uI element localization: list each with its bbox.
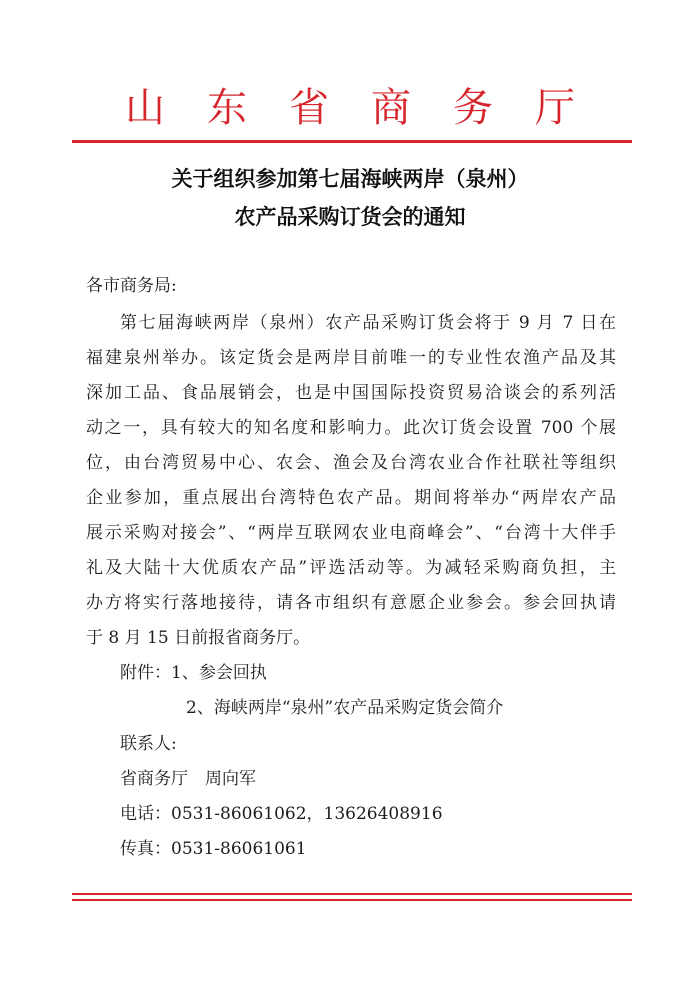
body-line: 动之一，具有较大的知名度和影响力。此次订货会设置 700 个展 [86, 418, 616, 438]
letterhead-org-name: 山东省商务厅 [125, 85, 617, 131]
body-line: 办方将实行落地接待，请各市组织有意愿企业参会。参会回执请 [86, 593, 616, 613]
body-line: 深加工品、食品展销会，也是中国国际投资贸易洽谈会的系列活 [86, 383, 616, 403]
body-line: 企业参加，重点展出台湾特色农产品。期间将举办“两岸农产品 [86, 488, 616, 508]
body-line: 于 8 月 15 日前报省商务厅。 [86, 628, 311, 648]
contact-phone: 电话：0531-86061062，13626408916 [120, 804, 443, 824]
body-line: 福建泉州举办。该定货会是两岸目前唯一的专业性农渔产品及其 [86, 348, 616, 368]
contact-fax: 传真：0531-86061061 [120, 839, 307, 859]
contact-label: 联系人: [120, 734, 177, 754]
footer-red-rule-bottom [72, 899, 632, 901]
contact-person: 省商务厅 周向军 [120, 769, 256, 789]
attachment-item-2: 2、海峡两岸“泉州”农产品采购定货会简介 [186, 698, 504, 718]
body-line: 第七届海峡两岸（泉州）农产品采购订货会将于 9 月 7 日在 [120, 313, 616, 333]
document-title-line-2: 农产品采购订货会的通知 [234, 205, 466, 229]
document-title-line-1: 关于组织参加第七届海峡两岸（泉州） [171, 167, 529, 191]
attachment-item-1: 附件：1、参会回执 [120, 663, 267, 683]
footer-red-rule-top [72, 893, 632, 895]
letterhead-red-rule [72, 140, 632, 143]
body-line: 位，由台湾贸易中心、农会、渔会及台湾农业合作社联社等组织 [86, 453, 616, 473]
salutation: 各市商务局: [86, 276, 177, 296]
body-line: 礼及大陆十大优质农产品”评选活动等。为减轻采购商负担，主 [86, 558, 616, 578]
body-line: 展示采购对接会”、“两岸互联网农业电商峰会”、“台湾十大伴手 [86, 523, 616, 543]
